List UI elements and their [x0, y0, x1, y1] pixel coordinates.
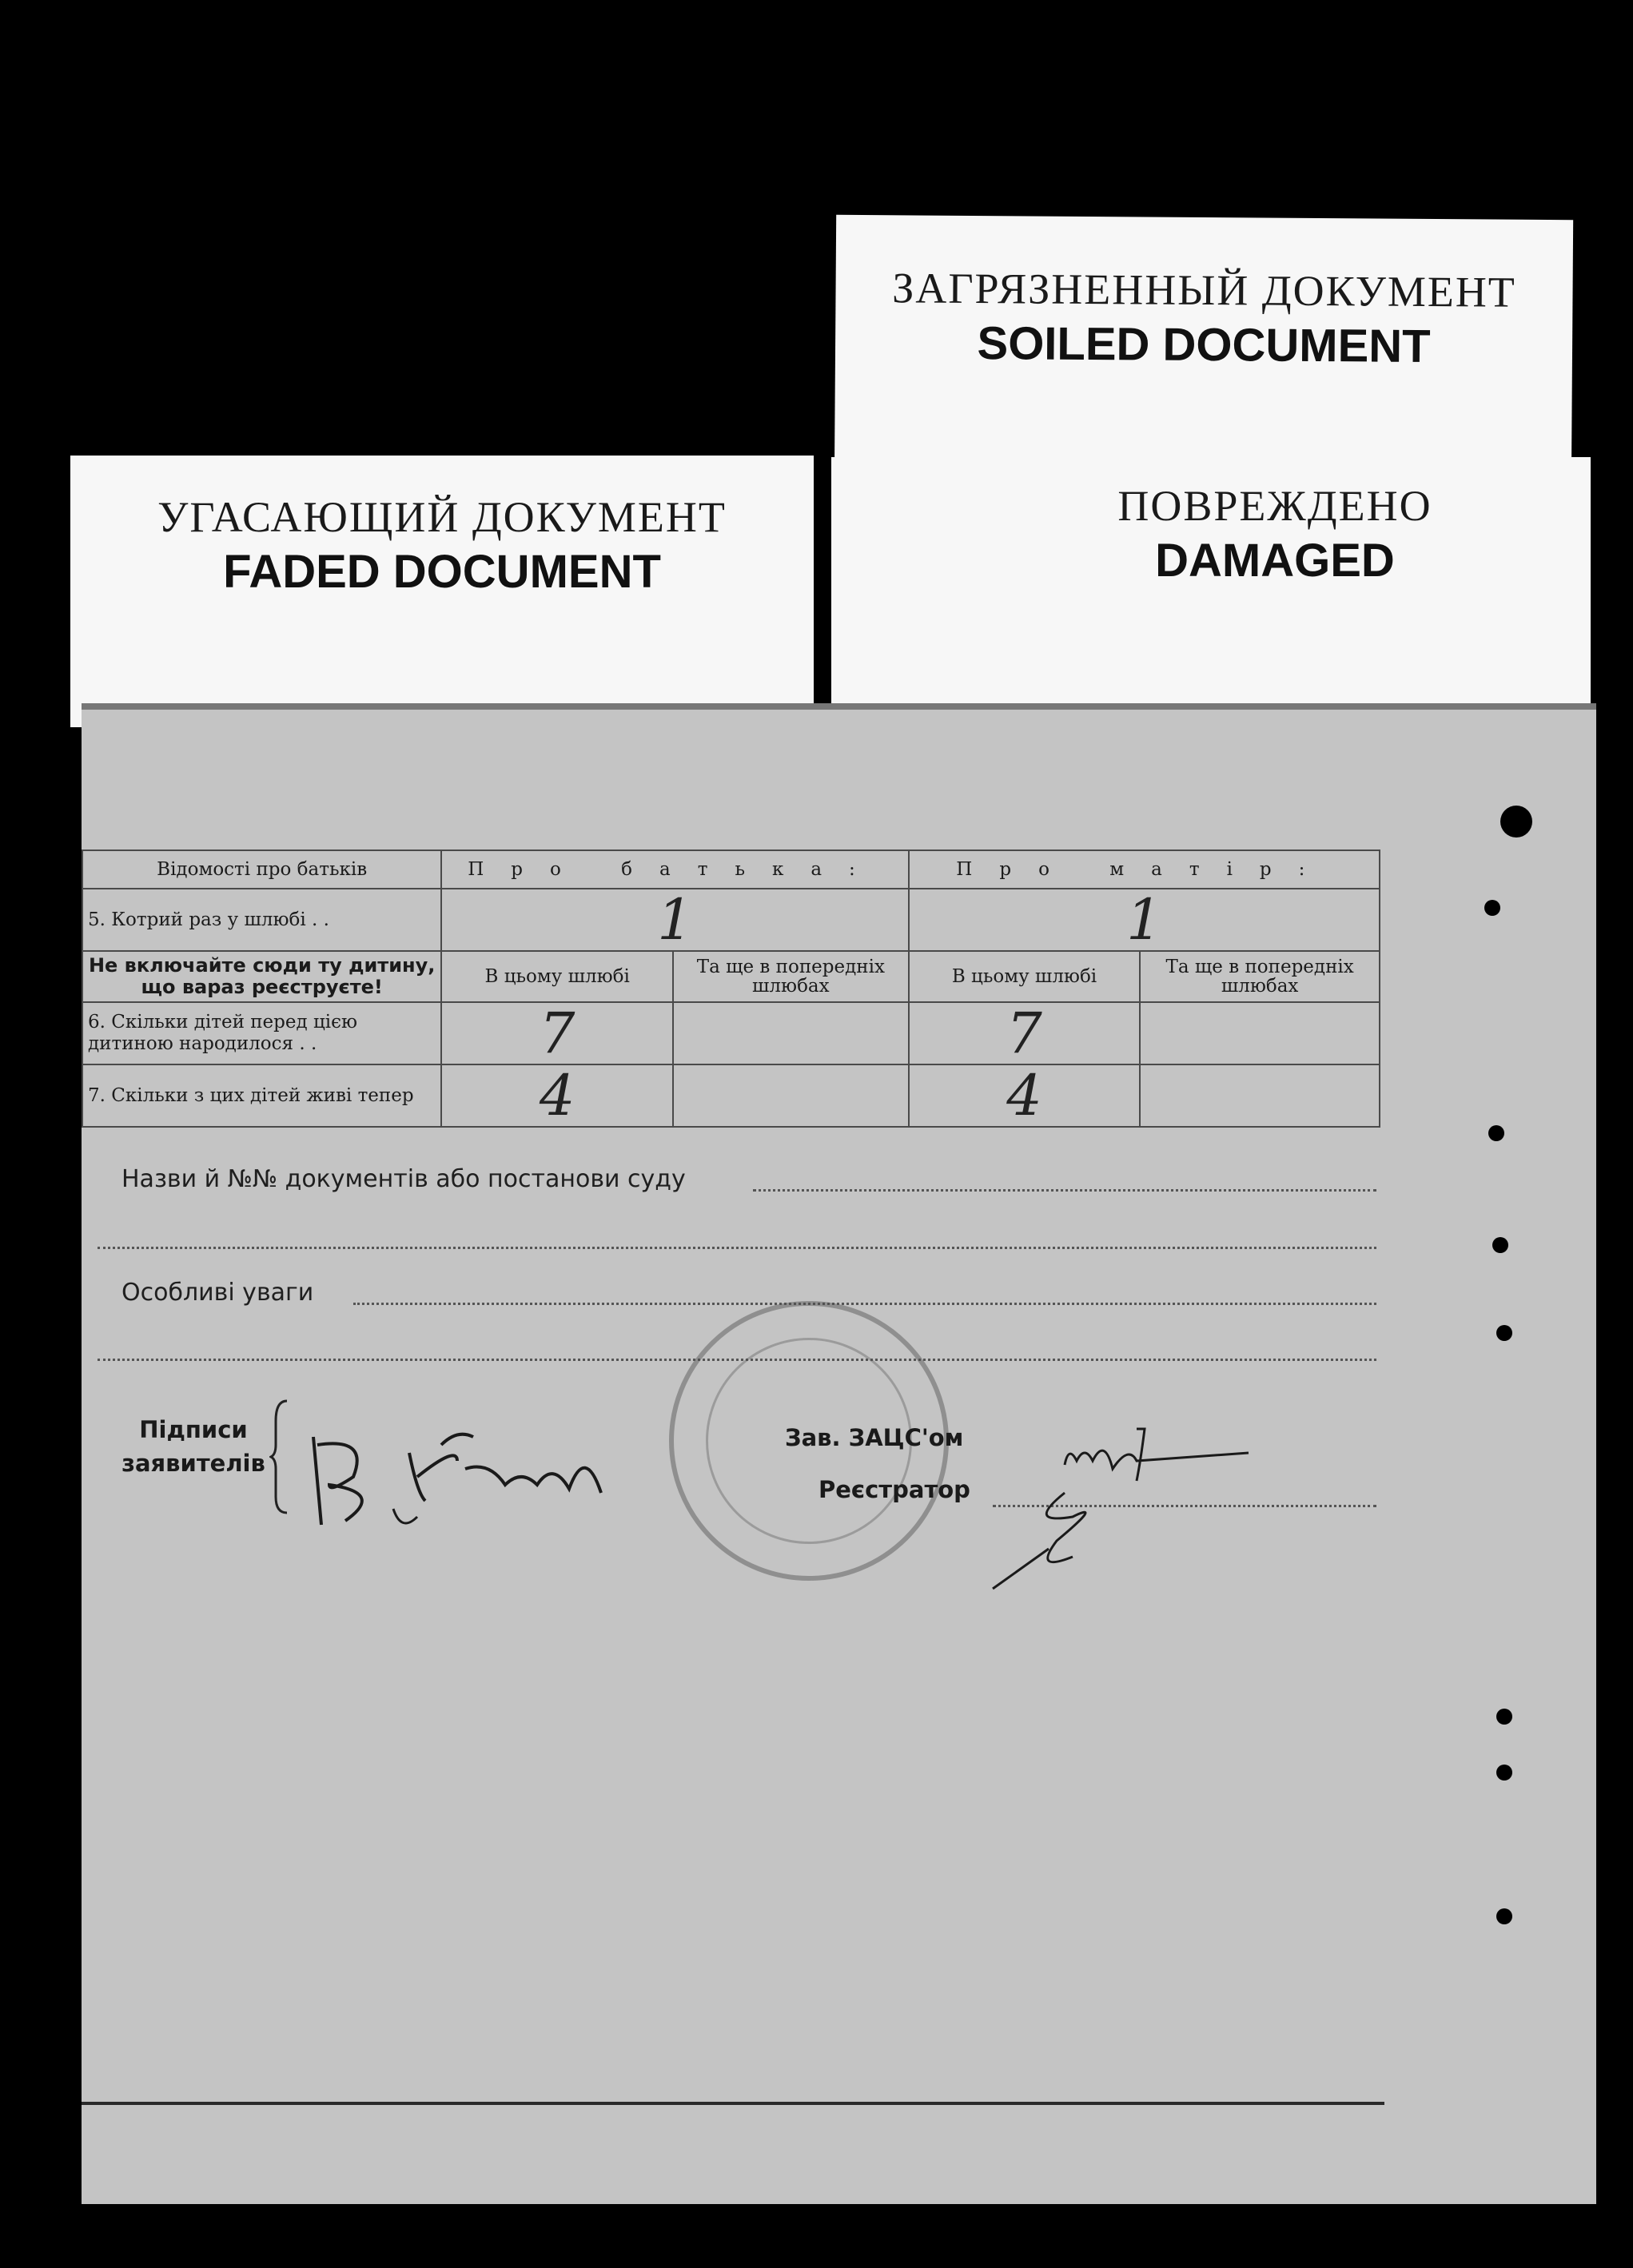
soiled-document-label	[834, 215, 1573, 491]
documents-label: Назви й №№ документів або постанови суду	[121, 1165, 686, 1193]
documents-line-2	[98, 1247, 1376, 1249]
header-mother: Про матір:	[909, 850, 1380, 889]
parents-info-table	[82, 850, 1380, 1128]
documents-line	[753, 1189, 1376, 1192]
faded-document-label	[70, 456, 814, 727]
header-father: Про батька:	[441, 850, 908, 889]
table-row-subheader	[82, 951, 1380, 1002]
table-row-marriage	[82, 889, 1380, 951]
registry-head-label: Зав. ЗАЦС'ом	[785, 1424, 964, 1451]
father-previous-marriages-header: Та ще в попередніх шлюбах	[673, 951, 909, 1002]
exclude-child-note: Не включайте сюди ту дитину, що вараз реєструєте!	[82, 951, 441, 1002]
children-born-father-previous	[673, 1002, 909, 1064]
children-born-father: 7	[441, 1002, 673, 1064]
father-this-marriage-header: В цьому шлюбі	[441, 951, 673, 1002]
soiled-label-en: SOILED DOCUMENT	[977, 317, 1431, 372]
table-row-children-born	[82, 1002, 1380, 1064]
children-alive-mother: 4	[909, 1064, 1141, 1127]
registrar-label: Реєстратор	[818, 1476, 970, 1503]
marriage-count-label: 5. Котрий раз у шлюбі . .	[82, 889, 441, 951]
table-row-children-alive	[82, 1064, 1380, 1127]
mother-this-marriage-header: В цьому шлюбі	[909, 951, 1141, 1002]
document-sheet	[82, 703, 1596, 2204]
remarks-label: Особливі уваги	[121, 1279, 314, 1307]
brace-icon	[269, 1397, 293, 1517]
marriage-count-father: 1	[441, 889, 908, 951]
faded-label-ru: УГАСАЮЩИЙ ДОКУМЕНТ	[157, 493, 727, 541]
table-header-row	[82, 850, 1380, 889]
soiled-label-ru: ЗАГРЯЗНЕННЫЙ ДОКУМЕНТ	[892, 264, 1517, 316]
faded-label-en: FADED DOCUMENT	[223, 546, 661, 598]
damaged-label-ru: ПОВРЕЖДЕНО	[1117, 482, 1432, 530]
applicants-signature-label: Підписи заявителів	[121, 1416, 265, 1477]
damaged-label	[831, 457, 1591, 721]
mother-previous-marriages-header: Та ще в попередніх шлюбах	[1140, 951, 1380, 1002]
marriage-count-mother: 1	[909, 889, 1380, 951]
children-born-mother-previous	[1140, 1002, 1380, 1064]
remarks-line	[353, 1303, 1376, 1305]
children-alive-father-previous	[673, 1064, 909, 1127]
children-alive-mother-previous	[1140, 1064, 1380, 1127]
children-alive-father: 4	[441, 1064, 673, 1127]
children-born-mother: 7	[909, 1002, 1141, 1064]
damaged-label-en: DAMAGED	[1155, 535, 1395, 587]
header-parents-info: Відомості про батьків	[82, 850, 441, 889]
registrar-signature	[977, 1413, 1344, 1621]
children-alive-label: 7. Скільки з цих дітей живі тепер	[82, 1064, 441, 1127]
applicant-signature	[297, 1413, 713, 1541]
bottom-rule	[82, 2102, 1384, 2105]
children-born-label: 6. Скільки дітей перед цією дитиною народилося . .	[82, 1002, 441, 1064]
